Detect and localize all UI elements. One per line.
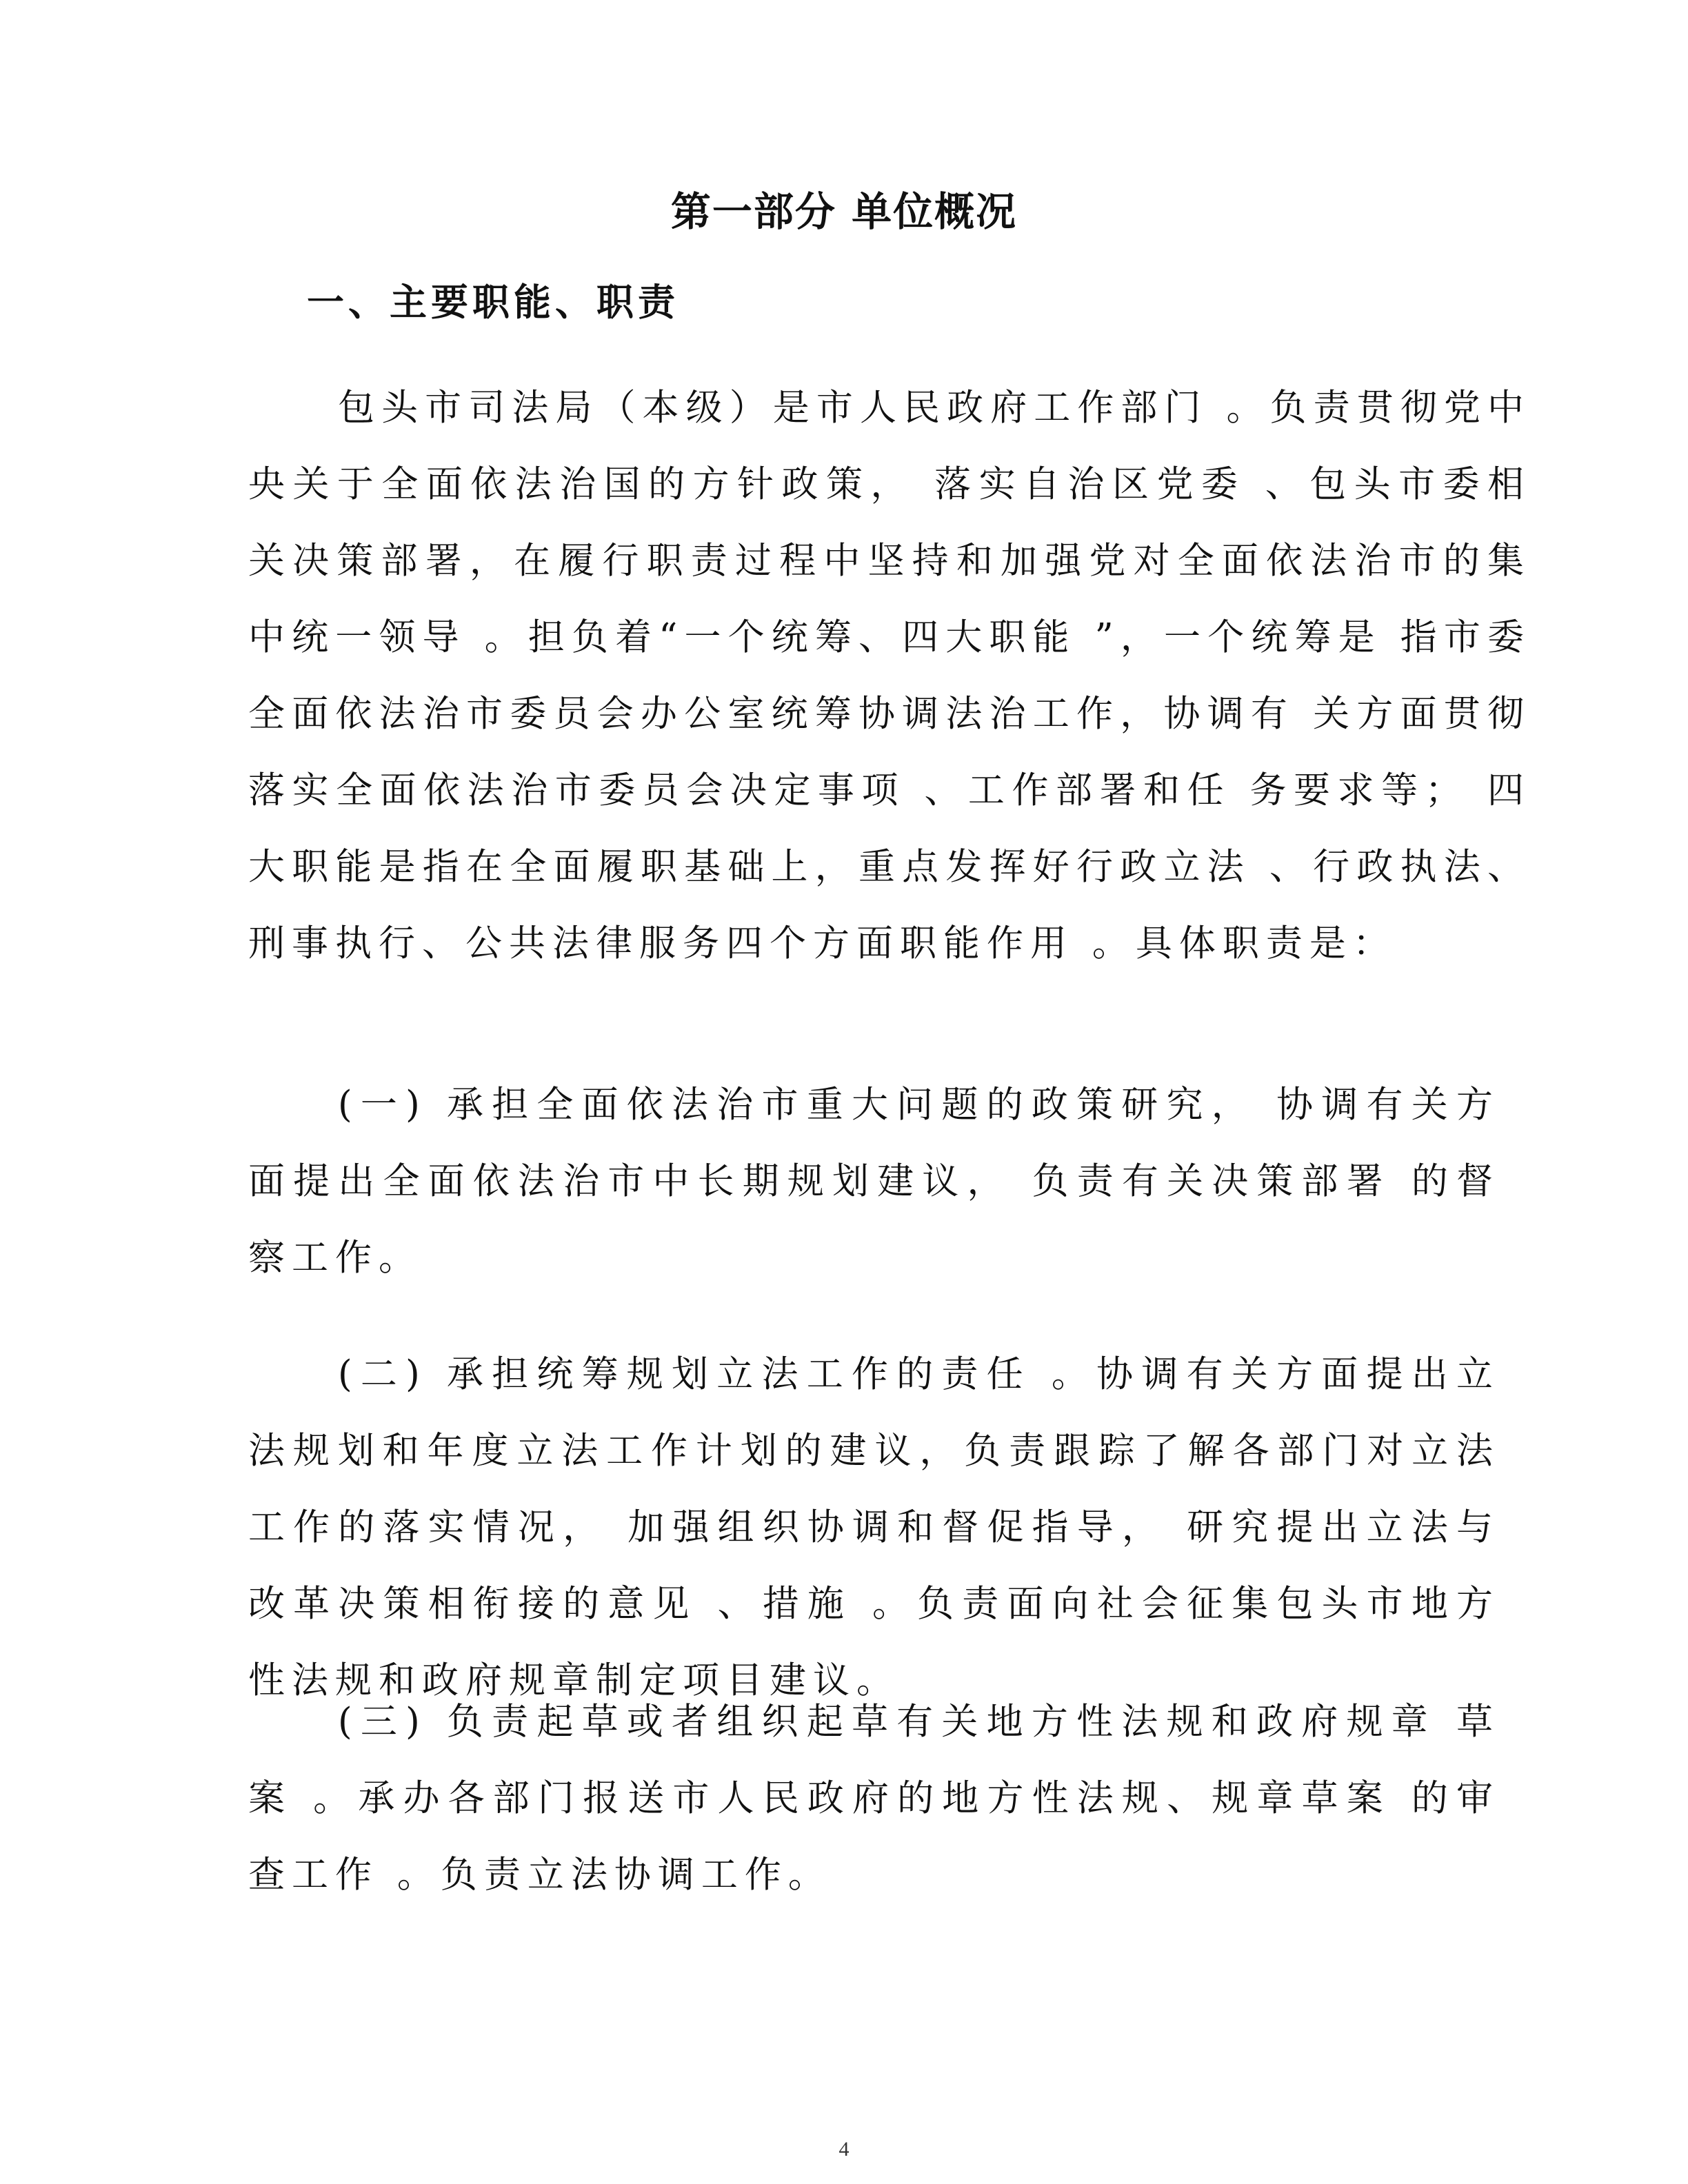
duty-item-1: (一) 承担全面依法治市重大问题的政策研究， 协调有关方面提出全面依法治市中长期规划建议， 负责有关决策部署 的督察工作。 bbox=[248, 1084, 1500, 1279]
intro-paragraph: 包头市司法局（本级）是市人民政府工作部门 。负责贯彻党中央关于全面依法治国的方针政策， 落实自治区党委 、包头市委相关决策部署，在履行职责过程中坚持和加强党对全面依法治市的集中统一领导 。担负着“一个统筹、四大职能 ”，一个统筹是 指市委全面依法治市委员会办公室统筹协调法治工作，协调有 关方面贯彻落实全面依法治市委员会决定事项 、工作部署和任 务要求等； 四大职能是指在全面履职基础上，重点发挥好行政立法 、行政执法、刑事执行、公共法律服务四个方面职能作用 。具体职责是： bbox=[248, 387, 1531, 964]
duty-item-3: (三) 负责起草或者组织起草有关地方性法规和政府规章 草案 。承办各部门报送市人民政府的地方性法规、规章草案 的审查工作 。负责立法协调工作。 bbox=[248, 1701, 1500, 1896]
part-title: 第一部分 单位概况 bbox=[670, 188, 1018, 235]
duty-item-2: (二) 承担统筹规划立法工作的责任 。协调有关方面提出立法规划和年度立法工作计划的建议，负责跟踪了解各部门对立法工作的落实情况， 加强组织协调和督促指导， 研究提出立法与改革决策相衔接的意见 、措施 。负责面向社会征集包头市地方性法规和政府规章制定项目建议。 bbox=[248, 1353, 1500, 1701]
section-heading: 一、主要职能、职责 bbox=[307, 280, 679, 324]
page-number: 4 bbox=[838, 2138, 850, 2161]
